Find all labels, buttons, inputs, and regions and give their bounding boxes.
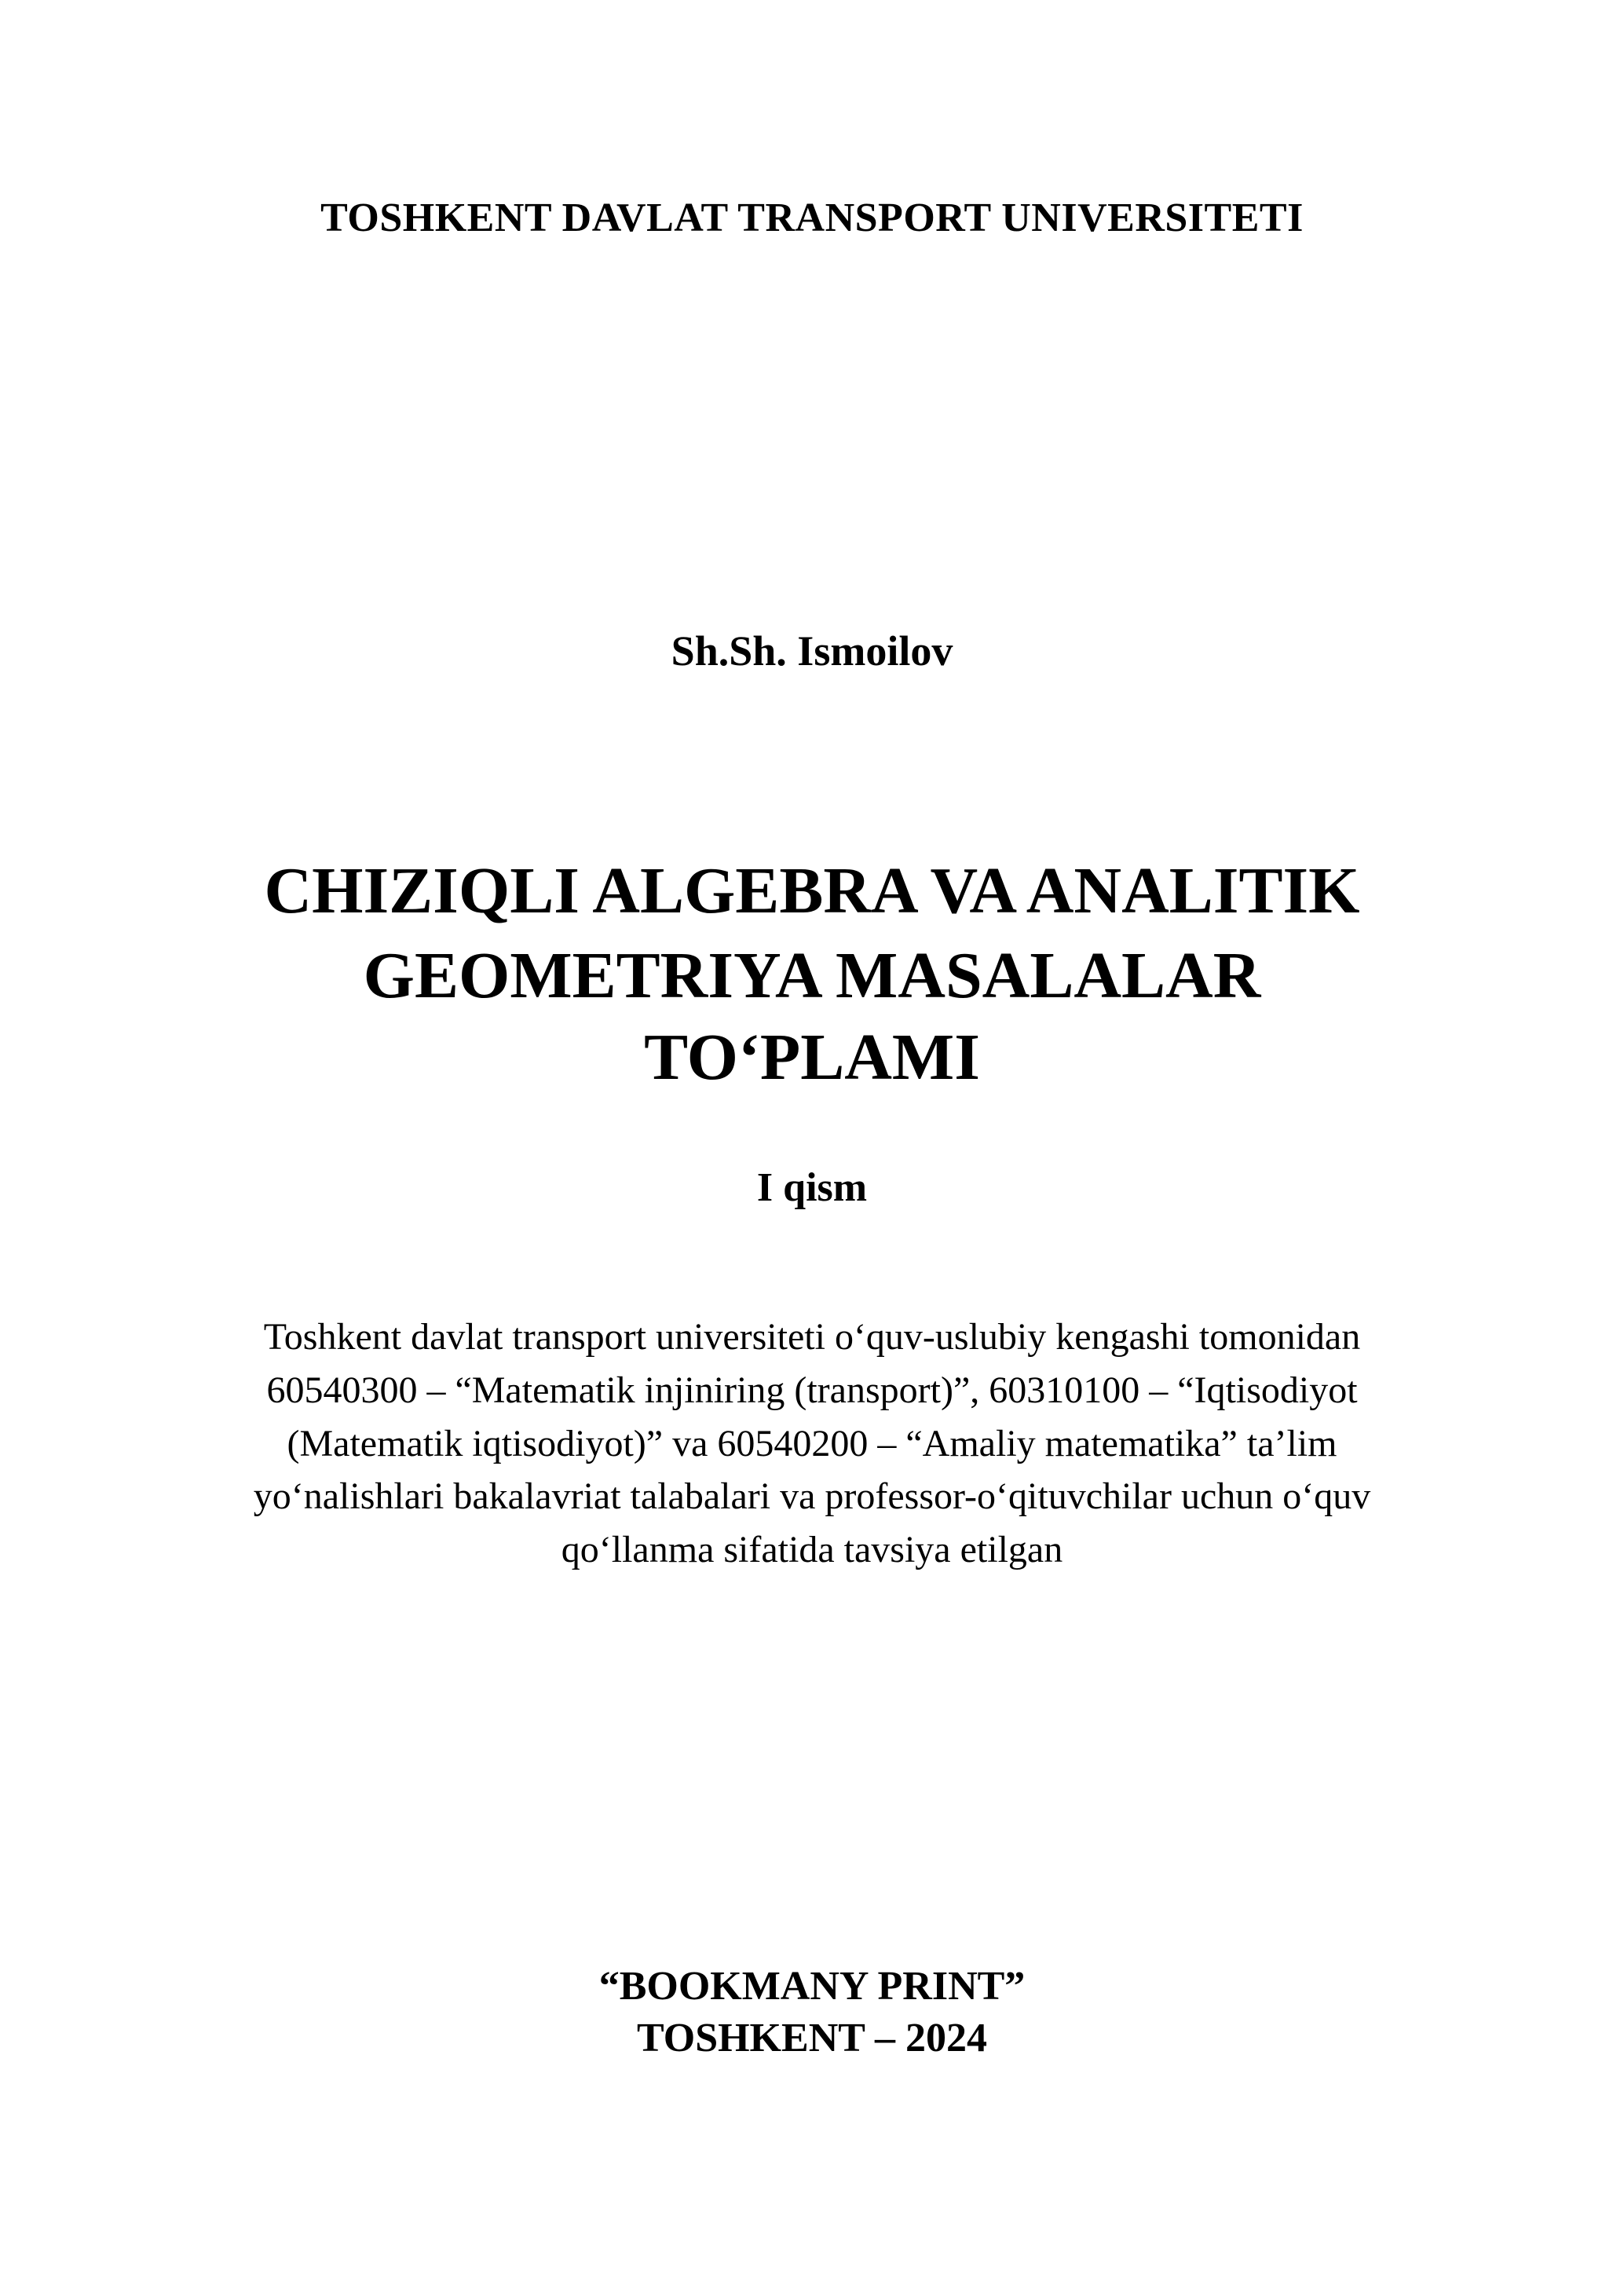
description-line: 60540300 – “Matematik injiniring (transport)”, 60310100 – “Iqtisodiyot bbox=[266, 1369, 1358, 1411]
description-line: Toshkent davlat transport universiteti o‘quv-uslubiy kengashi tomonidan bbox=[263, 1316, 1361, 1358]
author-name: Sh.Sh. Ismoilov bbox=[671, 627, 953, 675]
book-title-line: GEOMETRIYA MASALALAR bbox=[363, 939, 1261, 1012]
publisher-name: “BOOKMANY PRINT” bbox=[598, 1964, 1026, 2009]
description-line: (Matematik iqtisodiyot)” va 60540200 – “Amaliy matematika” ta’lim bbox=[287, 1423, 1337, 1464]
book-title-line: TO‘PLAMI bbox=[644, 1021, 980, 1094]
description-line: qo‘llanma sifatida tavsiya etilgan bbox=[561, 1529, 1063, 1570]
part-label: I qism bbox=[756, 1165, 868, 1210]
description-line: yo‘nalishlari bakalavriat talabalari va professor-o‘qituvchilar uchun o‘quv bbox=[253, 1475, 1371, 1517]
university-name: TOSHKENT DAVLAT TRANSPORT UNIVERSITETI bbox=[320, 196, 1304, 240]
city-year: TOSHKENT – 2024 bbox=[637, 2016, 987, 2060]
book-title-line: CHIZIQLI ALGEBRA VA ANALITIK bbox=[264, 854, 1360, 927]
